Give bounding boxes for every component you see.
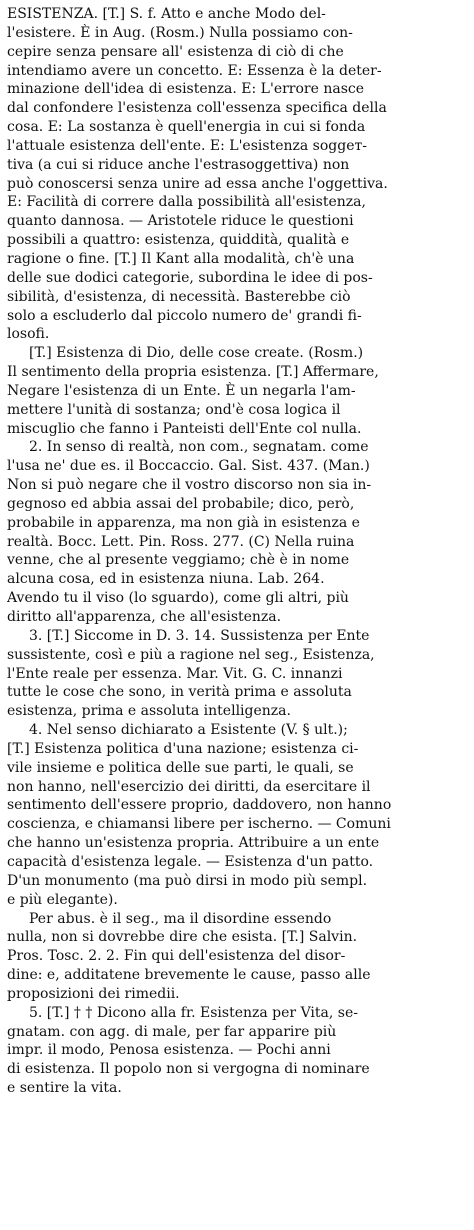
entry-text-line: e sentire la vita.: [7, 1080, 122, 1097]
entry-text-line: 2. In senso di realtà, non com., segnatam. come: [29, 439, 369, 456]
entry-text-line: e più elegante).: [7, 891, 118, 908]
entry-text-line: gnatam. con agg. di male, per far apparire più: [7, 1023, 337, 1040]
entry-text-line: ragione o fine. [T.] Il Kant alla modalità, ch'è una: [7, 250, 355, 267]
entry-text-line: minazione dell'idea di esistenza. E: L'errore nasce: [7, 81, 365, 98]
entry-text-line: l'esistere. È in Aug. (Rosm.) Nulla possiamo con-: [7, 24, 353, 41]
entry-text-line: probabile in apparenza, ma non già in esistenza e: [7, 514, 360, 531]
entry-text-line: Pros. Tosc. 2. 2. Fin qui dell'esistenza del disor-: [7, 948, 346, 965]
entry-text-line: [T.] Esistenza di Dio, delle cose create. (Rosm.): [29, 345, 364, 362]
entry-text-line: Avendo tu il viso (lo sguardo), come gli altri, più: [7, 590, 349, 607]
entry-text-line: gegnoso ed abbia assai del probabile; dico, però,: [7, 495, 355, 512]
entry-text-line: tiva (a cui si riduce anche l'estrasoggettiva) non: [7, 156, 350, 173]
entry-text-line: cepire senza pensare all' esistenza di ciò di che: [7, 43, 344, 60]
entry-text-line: proposizioni dei rimedii.: [7, 985, 180, 1002]
entry-text-line: D'un monumento (ma può dirsi in modo più sempl.: [7, 872, 368, 889]
entry-text-line: vile insieme e politica delle sue parti, le quali, se: [7, 759, 354, 776]
entry-text-line: delle sue dodici categorie, subordina le idee di pos-: [7, 269, 373, 286]
entry-text-line: 4. Nel senso dichiarato a Esistente (V. § ult.);: [29, 722, 348, 739]
entry-text-line: diritto all'apparenza, che all'esistenza.: [7, 609, 282, 625]
entry-text-line: miscuglio che fanno i Panteisti dell'Ente col nulla.: [7, 420, 362, 437]
entry-text-line: mettere l'unità di sostanza; ond'è cosa logica il: [7, 401, 341, 418]
entry-text-line: dal confondere l'esistenza coll'essenza specifica della: [7, 100, 387, 117]
entry-text-line: alcuna cosa, ed in esistenza niuna. Lab. 264.: [7, 571, 325, 588]
entry-text-line: l'usa ne' due es. il Boccaccio. Gal. Sist. 437. (Man.): [7, 458, 370, 475]
entry-text-line: l'attuale esistenza dell'ente. E: L'esistenza soggет-: [7, 137, 367, 154]
entry-text-line: Negare l'esistenza di un Ente. È un negarla l'am-: [7, 382, 356, 399]
entry-text-line: quanto dannosa. — Aristotele riduce le questioni: [7, 213, 354, 230]
entry-text-line: non hanno, nell'esercizio dei diritti, da esercitare il: [7, 778, 371, 795]
entry-text-line: sentimento dell'essere proprio, daddovero, non hanno: [7, 797, 392, 814]
entry-text-line: di esistenza. Il popolo non si vergogna di nominare: [7, 1061, 370, 1078]
entry-text-line: possibili a quattro: esistenza, quiddità, qualità e: [7, 232, 350, 249]
entry-text-line: Il sentimento della propria esistenza. [T.] Affermare,: [7, 364, 379, 381]
entry-text-line: l'Ente reale per essenza. Mar. Vit. G. C. innanzi: [7, 665, 343, 682]
entry-text-line: sussistente, così e più a ragione nel seg., Esistenza,: [7, 646, 375, 663]
entry-text-line: venne, che al presente veggiamo; chè è in nome: [7, 552, 350, 569]
entry-text-line: cosa. E: La sostanza è quell'energia in cui si fonda: [7, 119, 366, 136]
entry-headline: ESISTENZA. [T.] S. f. Atto e anche Modo del-: [7, 6, 326, 22]
entry-text-line: intendiamo avere un concetto. E: Essenza è la deter-: [7, 62, 382, 79]
entry-text-line: che hanno un'esistenza propria. Attribuire a un ente: [7, 835, 380, 852]
entry-text-line: realtà. Bocc. Lett. Pin. Ross. 277. (C) Nella ruina: [7, 533, 355, 550]
entry-text-line: [T.] Esistenza politica d'una nazione; esistenza ci-: [7, 740, 359, 757]
entry-text-line: Per abus. è il seg., ma il disordine essendo: [29, 910, 332, 927]
entry-text-line: tutte le cose che sono, in verità prima e assoluta: [7, 684, 352, 701]
entry-text-line: E: Facilità di correre dalla possibilità all'esistenza,: [7, 194, 366, 211]
entry-text-line: esistenza, prima e assoluta intelligenza.: [7, 703, 291, 720]
entry-text-line: impr. il modo, Penosa esistenza. — Pochi anni: [7, 1042, 331, 1059]
entry-text-line: 3. [T.] Siccome in D. 3. 14. Sussistenza per Ente: [29, 627, 370, 644]
entry-text-line: coscienza, e chiamansi libere per ischerno. — Comuni: [7, 816, 391, 833]
entry-text-line: losofi.: [7, 326, 50, 343]
entry-text-line: capacità d'esistenza legale. — Esistenza d'un patto.: [7, 853, 374, 870]
entry-text-line: dine: e, additatene brevemente le cause, passo alle: [7, 967, 371, 984]
entry-text-line: può conoscersi senza unire ad essa anche l'oggettiva.: [7, 175, 388, 192]
entry-text-line: sibilità, d'esistenza, di necessità. Basterebbe ciò: [7, 288, 351, 305]
dictionary-entry-esistenza: [7, 5, 468, 1098]
entry-text-line: nulla, non si dovrebbe dire che esista. [T.] Salvin.: [7, 929, 358, 946]
entry-text-line: solo a escluderlo dal piccolo numero de' grandi fi-: [7, 307, 362, 324]
entry-text-line: 5. [T.] † † Dicono alla fr. Esistenza per Vita, se-: [29, 1004, 358, 1021]
entry-text-line: Non si può negare che il vostro discorso non sia in-: [7, 477, 372, 494]
